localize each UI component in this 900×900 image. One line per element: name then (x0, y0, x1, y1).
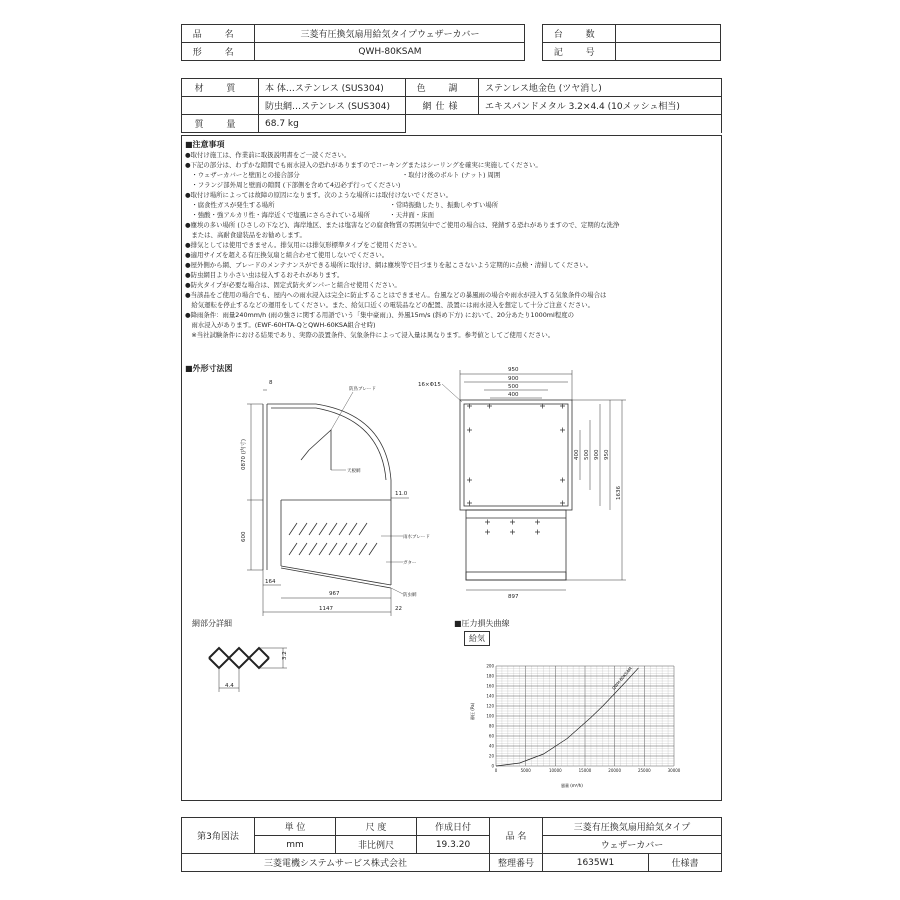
label-net: 防虫網 (403, 593, 417, 598)
spec-table (181, 78, 722, 133)
chart-ytick-label: 160 (486, 683, 494, 689)
chart-xtick-label: 0 (494, 768, 498, 773)
front-w900: 900 (508, 376, 519, 382)
chart-xtick-label: 25000 (637, 768, 651, 773)
mark-label: 記 号 (543, 43, 616, 61)
unit-label: 単 位 (255, 818, 336, 836)
note-line: ●屋外側から網、ブレードのメンテナンスができる場所に取付け、網は塵埃等で目づまりを起こさないよう定期的に点検・清掃してください。 (185, 261, 593, 269)
chart-ytick-label: 200 (486, 663, 494, 669)
front-h900: 900 (594, 449, 600, 460)
mesh-label: 網仕様 (406, 97, 479, 115)
pressure-box-label: 給気 (464, 631, 490, 646)
mass-label: 質 量 (182, 115, 259, 133)
chart-ytick-label: 40 (488, 743, 494, 749)
dim-967: 967 (329, 591, 340, 597)
chart-ytick-label: 80 (488, 723, 494, 729)
dim-164: 164 (265, 579, 276, 585)
chart-series-label: QWH-80KSAM (610, 665, 633, 691)
drawing-title: ■外形寸法図 (185, 364, 233, 373)
material-body: 本 体…ステンレス (SUS304) (259, 79, 406, 97)
front-view-drawing (410, 360, 645, 610)
chart-ytick-label: 100 (486, 713, 494, 719)
color-value: ステンレス地金色 (ツヤ消し) (479, 79, 722, 97)
unit-value: mm (255, 836, 336, 854)
scale-label: 尺 度 (336, 818, 417, 836)
chart-ytick-label: 0 (491, 763, 494, 769)
chart-xtick-label: 20000 (608, 768, 622, 773)
date-label: 作成日付 (417, 818, 490, 836)
dim-8: 8 (269, 380, 273, 386)
front-h500: 500 (584, 449, 590, 460)
qty-value (616, 25, 721, 43)
label-gutter: ガター (403, 561, 417, 566)
note-line: ・強酸・強アルカリ性・海岸近くで塩風にさらされている場所 ・天井面・床面 (185, 211, 434, 219)
chart-ytick-label: 140 (486, 693, 494, 699)
chart-xtick-label: 5000 (520, 768, 531, 773)
dim-11: 11.0 (395, 491, 408, 497)
dim-1147: 1147 (319, 606, 333, 612)
chart-ytick-label: 20 (488, 753, 494, 759)
notes-section (185, 140, 720, 340)
front-w500: 500 (508, 384, 519, 390)
chart-xlabel: 風量 (m³/h) (561, 783, 583, 788)
chart-ytick-label: 60 (488, 733, 494, 739)
mesh-value: エキスパンドメタル 3.2×4.4 (10メッシュ相当) (479, 97, 722, 115)
front-h1636: 1636 (616, 486, 622, 500)
front-holes: 16×Φ15 (418, 382, 441, 388)
mesh-detail-drawing (195, 630, 305, 700)
note-line: 給気運転を停止するなどの運用をしてください。また、給気口近くの電装品などの配置、設置には雨水浸入を想定して十分ご注意ください。 (185, 301, 594, 309)
note-line: ●塵埃の多い場所 (ひさしの下など)、海岸地区、または塩害などの腐食物質の雰囲気中でご使用の場合は、発錆する恐れがありますので、定期的な洗浄 (185, 221, 620, 229)
mark-value (616, 43, 721, 61)
pressure-loss-chart (466, 660, 686, 790)
name-label: 品 名 (490, 818, 543, 854)
scale-value: 非比例尺 (336, 836, 417, 854)
notes-list (185, 150, 720, 340)
front-w897: 897 (508, 594, 519, 600)
mesh-dim-w: 4.4 (225, 683, 234, 689)
front-h950: 950 (604, 449, 610, 460)
note-line: ●排気としては使用できません。排気用には排気形標準タイプをご使用ください。 (185, 241, 421, 249)
note-line: ●防虫網目より小さい虫は侵入するおそれがあります。 (185, 271, 344, 279)
note-line: ●取付け場所によっては故障の原因になります。次のような場所には取付けないでください。 (185, 191, 453, 199)
chart-grid (496, 666, 674, 766)
company-name: 三菱電機システムサービス株式会社 (182, 854, 490, 872)
label-top: 天板網 (347, 469, 361, 474)
front-h400: 400 (574, 449, 580, 460)
chart-xtick-label: 30000 (667, 768, 681, 773)
dim-22: 22 (395, 606, 402, 612)
footer-table (181, 817, 722, 872)
label-rain-blade: 雨水ブレード (403, 535, 430, 540)
note-line: ・ウェザーカバーと壁面との接合部分 ・取付け後のボルト (ナット) 周囲 (185, 171, 501, 179)
dim-870: 0870 (内寸) (241, 438, 247, 470)
number-label: 整理番号 (490, 854, 543, 872)
note-line: 雨水浸入があります。(EWF-60HTA-QとQWH-60KSA組合せ時) (185, 321, 376, 329)
chart-xtick-label: 15000 (578, 768, 592, 773)
note-line: ●取付け施工は、作業前に取扱説明書をご一読ください。 (185, 151, 351, 159)
mesh-detail-title: 網部分詳細 (192, 619, 232, 628)
doc-type: 仕様書 (649, 854, 722, 872)
front-w400: 400 (508, 392, 519, 398)
number-value: 1635W1 (543, 854, 649, 872)
note-line: または、高耐食建装品をお勧めします。 (185, 231, 306, 239)
material-label: 材 質 (182, 79, 259, 97)
color-label: 色 調 (406, 79, 479, 97)
name-value-1: 三菱有圧換気扇用給気タイプ (543, 818, 722, 836)
note-line: ・腐食性ガスが発生する場所 ・常時振動したり、振動しやすい場所 (185, 201, 499, 209)
note-line: ●防火タイプが必要な場合は、固定式防火ダンパーと組合せ使用ください。 (185, 281, 401, 289)
material-net: 防虫網…ステンレス (SUS304) (259, 97, 406, 115)
mass-value: 68.7 kg (259, 115, 406, 133)
header-table (181, 24, 721, 61)
notes-title: ■注意事項 (185, 140, 225, 149)
dim-600: 600 (241, 531, 247, 542)
mesh-dim-h: 3.2 (282, 651, 288, 660)
chart-xtick-label: 10000 (548, 768, 562, 773)
note-line: ※当社試験条件における結果であり、実際の設置条件、気象条件によって浸入量は異なります。参考値としてご使用ください。 (185, 331, 555, 339)
note-line: ●下記の部分は、わずかな隙間でも雨水浸入の恐れがありますのでコーキングまたはシーリングを確実に実施してください。 (185, 161, 542, 169)
note-line: ●当該品をご使用の場合でも、屋内への雨水浸入は完全に防止することはできません。台風などの暴風雨の場合や雨水が浸入する気象条件の場合は (185, 291, 607, 299)
note-line: ●降雨条件：雨量240mm/h (雨の強さに関する用語でいう「集中豪雨」)、外風15m/s (斜め下方) において、20分あたり1000ml程度の (185, 311, 574, 319)
chart-ytick-label: 120 (486, 703, 494, 709)
label-blade: 防鳥ブレード (349, 387, 376, 392)
note-line: ・フランジ部外周と壁面の隙間 (下部側を含めて4辺必ず行ってください) (185, 181, 401, 189)
date-value: 19.3.20 (417, 836, 490, 854)
projection: 第3角図法 (182, 818, 255, 854)
front-w950: 950 (508, 367, 519, 373)
chart-ytick-label: 180 (486, 673, 494, 679)
product-label: 品 名 (182, 25, 255, 43)
product-value: 三菱有圧換気扇用給気タイプウェザーカバー (255, 25, 525, 43)
pressure-title: ■圧力損失曲線 (454, 619, 510, 628)
chart-ylabel: 静圧 (Pa) (470, 702, 475, 720)
name-value-2: ウェザーカバー (543, 836, 722, 854)
model-value: QWH-80KSAM (255, 43, 525, 61)
note-line: ●適用サイズを超える有圧換気扇と組合わせて使用しないでください。 (185, 251, 389, 259)
qty-label: 台 数 (543, 25, 616, 43)
model-label: 形 名 (182, 43, 255, 61)
